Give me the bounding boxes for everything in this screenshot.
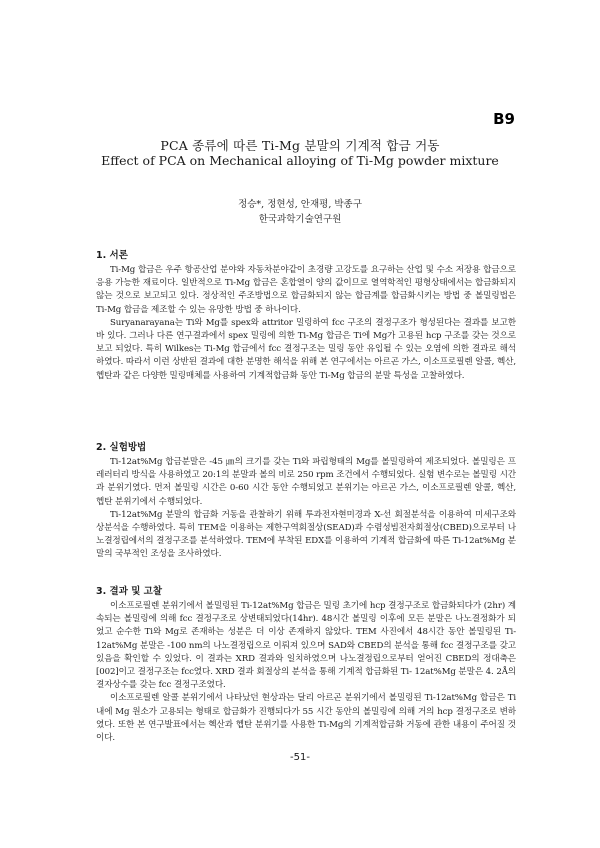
paragraph: Ti-Mg 합금은 우주 항공산업 분야와 자동차분야같이 초경량 고강도를 요구하는 산업 및 수소 저장용 합금으로 응용 가능한 재료이다. 일반적으로 Ti-Mg 합금은 혼합열이 양의 값이므로 열역학적인 평형상태에서는 합금화되지 않는 것으로 보고되고 있다. 정상적인 주조방법으로 합금화되지 않는 합금계를 합금화시키는 방법 중 볼밀링법은 Ti-Mg 합금을 제조할 수 있는 유망한 방법 중 하나이다. xyxy=(96,265,516,315)
section-heading: 2. 실험방법 xyxy=(96,442,147,453)
affiliation: 한국과학기술연구원 xyxy=(258,214,342,225)
paragraph: Ti-12at%Mg 합금분말은 -45 ㎛의 크기를 갖는 Ti와 파립형태의 Mg를 볼밀링하여 제조되었다. 볼밀링은 프레러터리 방식을 사용하였고 20:1의 분말과 볼의 비로 250 rpm 조건에서 수행되었다. 실험 변수로는 볼밀링 시간과 분위기였다. 먼저 볼밀링 시간은 0-60 시간 동안 수행되었고 분위기는 아르곤 가스, 이소프로필렌 알콜, 헥산, 헵탄 분위기에서 수행되었다. xyxy=(96,457,516,507)
section-methods xyxy=(96,439,516,562)
section-results xyxy=(96,583,516,745)
authors: 정승*, 정현성, 안재평, 박종구 xyxy=(238,199,362,210)
title-korean: PCA 종류에 따른 Ti-Mg 분말의 기계적 합금 거동 xyxy=(160,138,440,153)
section-heading: 1. 서론 xyxy=(96,250,128,261)
abstract-code: B9 xyxy=(493,110,515,128)
paragraph: 이소프로필렌 알콜 분위기에서 나타났던 현상과는 달리 아르곤 분위기에서 볼밀링된 Ti-12at%Mg 합금은 Ti 내에 Mg 원소가 고용되는 형태로 합금화가 진행되다가 55 시간 동안의 볼밀링에 의해 거의 hcp 결정구조로 변하였다. 또한 본 연구발표에서는 헥산과 헵탄 분위기를 사용한 Ti-Mg의 기계적합금화 거동에 관한 내용이 주어질 것이다. xyxy=(96,693,516,744)
paragraph: Suryanarayana는 Ti와 Mg를 spex와 attritor 밀링하여 fcc 구조의 결정구조가 형성된다는 결과를 보고한 바 있다. 그러나 다른 연구결과에서 spex 밀링에 의한 Ti-Mg 합금은 Ti에 Mg가 고용된 hcp 구조를 갖는 것으로 보고 되었다. 특히 Wilkes는 Ti-Mg 합금에서 fcc 결정구조는 밀링 동안 유입될 수 있는 오염에 의한 결과로 해석하였다. 따라서 이런 상반된 결과에 대한 분명한 해석을 위해 본 연구에서는 아르곤 가스, 이소프로필렌 알콜, 헥산, 헵탄과 같은 다양한 밀링매체를 사용하여 기계적합금화 동안 Ti-Mg 합금의 분말 특성을 고찰하였다. xyxy=(96,317,516,381)
paragraph: Ti-12at%Mg 분말의 합금화 거동을 관찰하기 위해 투과전자현미경과 X-선 회절분석을 이용하여 미세구조와 상분석을 수행하였다. 특히 TEM을 이용하는 제한구역회절상(SEAD)과 수렴성빔전자회절상(CBED)으로부터 나노결정립에서의 결정구조를 분석하였다. TEM에 부착된 EDX를 이용하여 기계적 합금화에 따른 Ti-12at%Mg 분말의 국부적인 조성을 조사하였다. xyxy=(96,509,516,560)
section-heading: 3. 결과 및 고찰 xyxy=(96,586,163,597)
title-english: Effect of PCA on Mechanical alloying of Ti-Mg powder mixture xyxy=(101,153,499,168)
paragraph: 이소프로필렌 분위기에서 볼밀링된 Ti-12at%Mg 합금은 밀링 초기에 hcp 결정구조로 합금화되다가 (2hr) 계속되는 볼밀링에 의해 fcc 결정구조로 상변태되었다(14hr). 48시간 볼밀링 이후에 모든 분말은 나노결정화가 되었고 순수한 Ti와 Mg로 존재하는 성분은 더 이상 존재하지 않았다. TEM 사진에서 48시간 동안 볼밀링된 Ti-12at%Mg 분말은 -100 nm의 나노결정립으로 이뤄져 있으며 SAD와 CBED의 분석을 통해 fcc 결정구조를 갖고 있음을 확인할 수 있었다. 이 결과는 XRD 결과와 일치하였으며 나노결정립으로부터 얻어진 CBED의 정대축은 [002]이고 결정구조는 fcc였다. XRD 결과 회절상의 분석을 통해 기계적 합금화된 Ti- 12at%Mg 분말은 4. 2Å의 결자상수를 갖는 fcc 결정구조였다. xyxy=(96,601,516,691)
section-introduction xyxy=(96,247,516,383)
page-number: -51- xyxy=(290,752,310,763)
